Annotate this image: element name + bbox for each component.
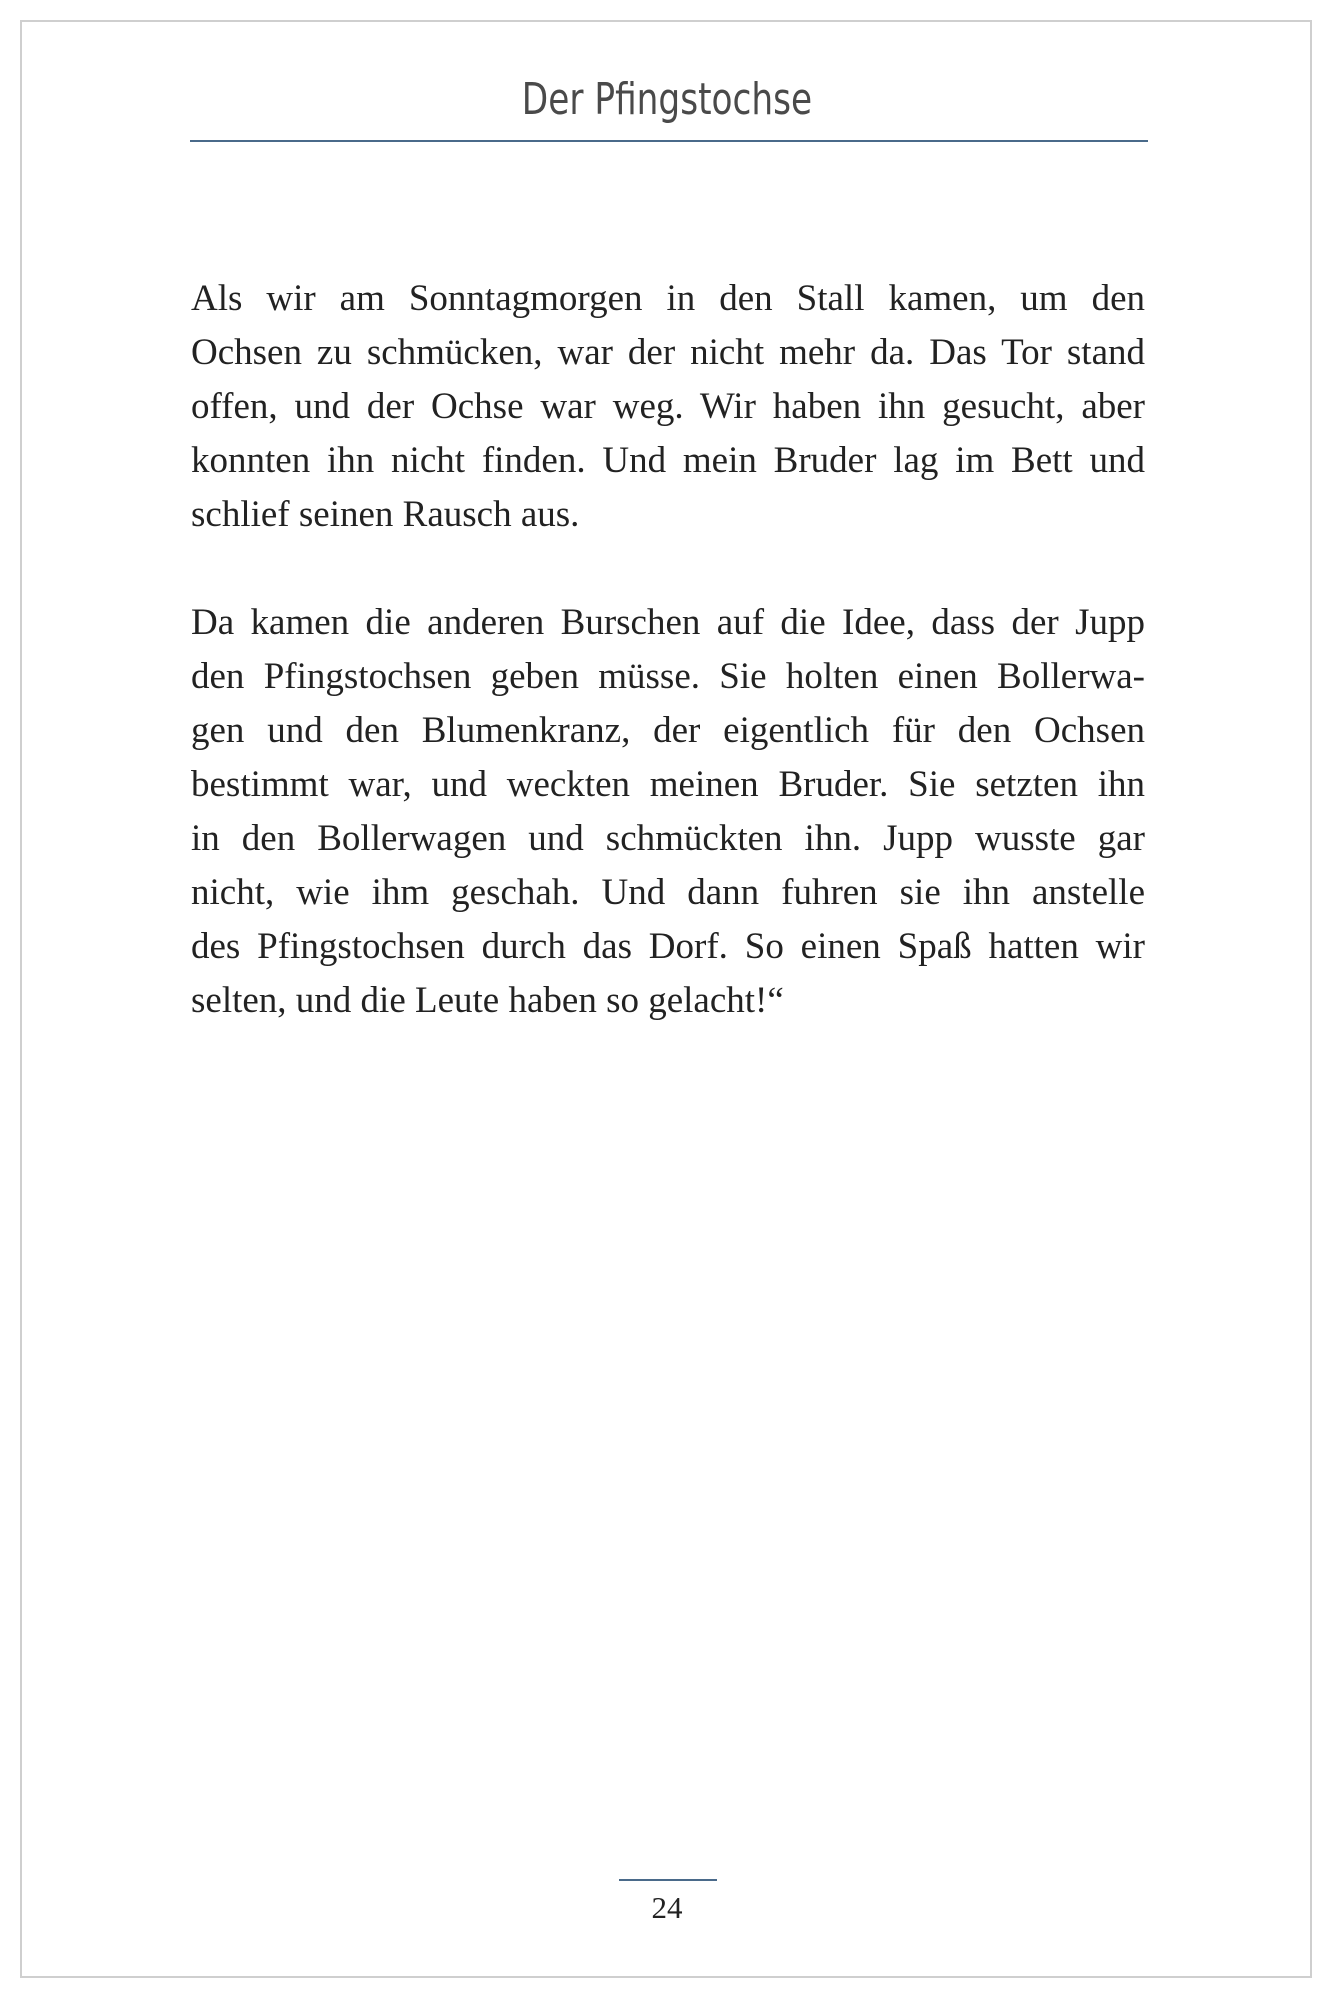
- paragraph-2: [191, 596, 1145, 1028]
- text-line: offen, und der Ochse war weg. Wir haben ihn gesucht, aber: [191, 386, 1145, 427]
- page-header-title: Der Pfingstochse: [521, 74, 813, 125]
- text-line: Da kamen die anderen Burschen auf die Idee, dass der Jupp: [191, 602, 1145, 643]
- text-line: schlief seinen Rausch aus.: [191, 494, 580, 535]
- paragraph-1: [191, 272, 1145, 542]
- paragraph-spacer: [191, 542, 1145, 596]
- text-line: selten, und die Leute haben so gelacht!“: [191, 980, 784, 1021]
- text-line: den Pfingstochsen geben müsse. Sie holten einen Bollerwa-: [191, 656, 1145, 697]
- footer-divider: [619, 1879, 717, 1881]
- text-line: des Pfingstochsen durch das Dorf. So einen Spaß hatten wir: [191, 926, 1145, 967]
- page-number: 24: [651, 1890, 683, 1925]
- text-line: nicht, wie ihm geschah. Und dann fuhren sie ihn anstelle: [191, 872, 1145, 913]
- text-line: bestimmt war, und weckten meinen Bruder. Sie setzten ihn: [191, 764, 1145, 805]
- text-line: Ochsen zu schmücken, war der nicht mehr da. Das Tor stand: [191, 332, 1145, 373]
- body-text: [191, 272, 1145, 1028]
- text-line: konnten ihn nicht finden. Und mein Bruder lag im Bett und: [191, 440, 1145, 481]
- text-line: Als wir am Sonntagmorgen in den Stall kamen, um den: [191, 278, 1145, 319]
- header-divider: [190, 140, 1148, 142]
- text-line: gen und den Blumenkranz, der eigentlich für den Ochsen: [191, 710, 1145, 751]
- text-line: in den Bollerwagen und schmückten ihn. Jupp wusste gar: [191, 818, 1145, 859]
